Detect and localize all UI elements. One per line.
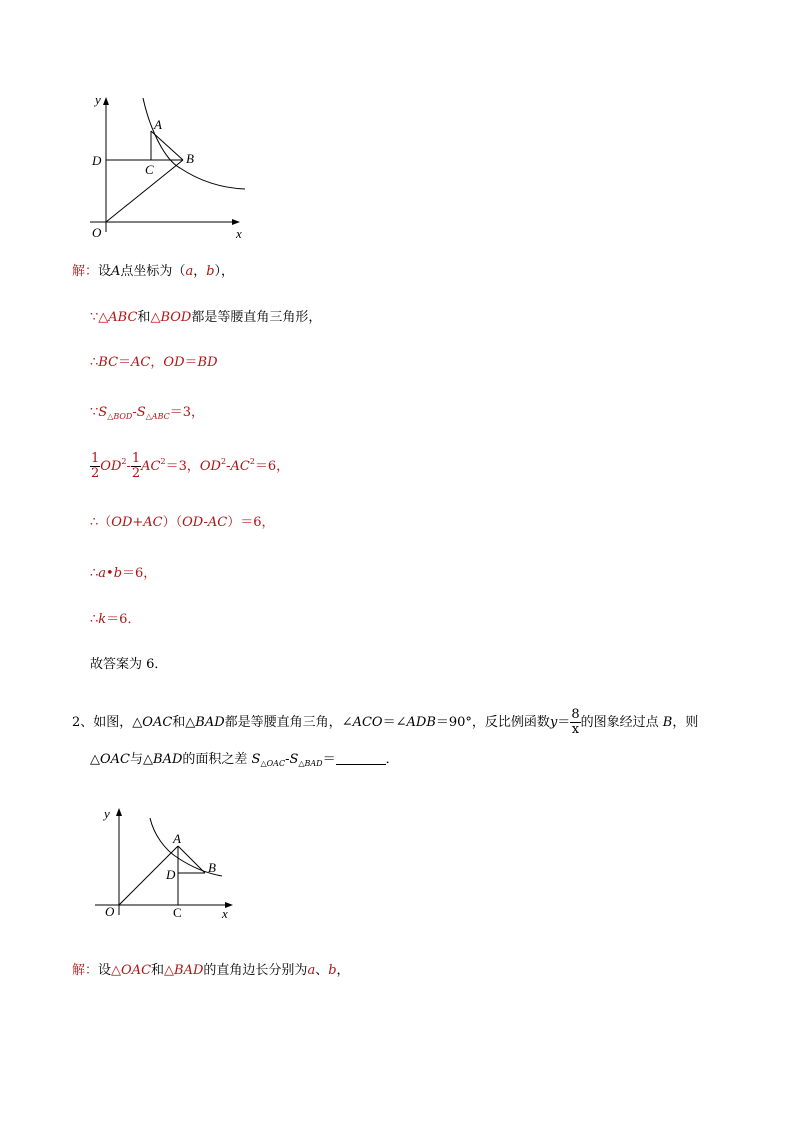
fig2-label-O: O [105,904,115,919]
fig2-label-B: B [208,860,216,875]
problem2-line-1: 2、如图，△OAC和△BAD都是等腰直角三角，∠ACO＝∠ADB＝90°，反比例函数y＝ $\frac{8}{x}$ 的图象经过点 B，则 [72,707,699,737]
fig1-label-C: C [145,162,154,177]
fraction-half-1: $\frac{1}{2}$ [91,451,100,481]
sol1-line-1: 解：设A点坐标为（a，b）， [72,264,235,279]
fig2-label-x: x [222,906,228,921]
sol1-line-5: $\frac{1}{2}$ $OD^2-$ $\frac{1}{2}$ $AC^2=3$，$OD^2-AC^2=6$， [91,451,290,481]
fig2-label-A: A [173,831,181,846]
fig2-label-y: y [104,806,110,821]
fig1-label-O: O [92,225,102,240]
fig2-label-D: D [166,867,176,882]
fig1-label-x: x [236,226,242,241]
problem2-line-2: △OAC与△BAD的面积之差 $S_{\triangle OAC}-S_{\triangle BAD}=$ ． [90,752,399,768]
fraction-half-2: $\frac{1}{2}$ [131,451,141,481]
fig2-label-C: C [173,905,182,920]
sol2-line-1: 解：设△OAC和△BAD的直角边长分别为a、b， [72,963,350,978]
fig2-y-arrow [116,808,122,816]
fig1-label-B: B [186,151,194,166]
fig1-label-D: D [92,153,102,168]
sol1-line-2: ∵△ABC和△BOD都是等腰直角三角形， [90,310,322,325]
sol1-line-6: ∴（OD+AC）（OD-AC）＝6， [90,515,275,530]
fig2-line-AB [178,846,205,873]
sol1-line-3: ∴BC＝AC，OD＝BD [90,355,218,370]
sol1-answer: 故答案为 6． [90,657,168,672]
jie-label: 解： [72,264,99,279]
sol1-line-8: ∴k＝6． [90,612,141,627]
fig1-label-A: A [154,117,162,132]
jie-label-2: 解： [72,963,99,978]
sol1-line-4: $\because S_{\triangle BOD}-S_{\triangle ABC}=3$， [90,405,205,421]
fraction-8-over-x: $\frac{8}{x}$ [571,707,580,737]
fig1-label-y: y [95,92,101,107]
sol1-line-7: ∴a•b＝6， [90,566,157,581]
